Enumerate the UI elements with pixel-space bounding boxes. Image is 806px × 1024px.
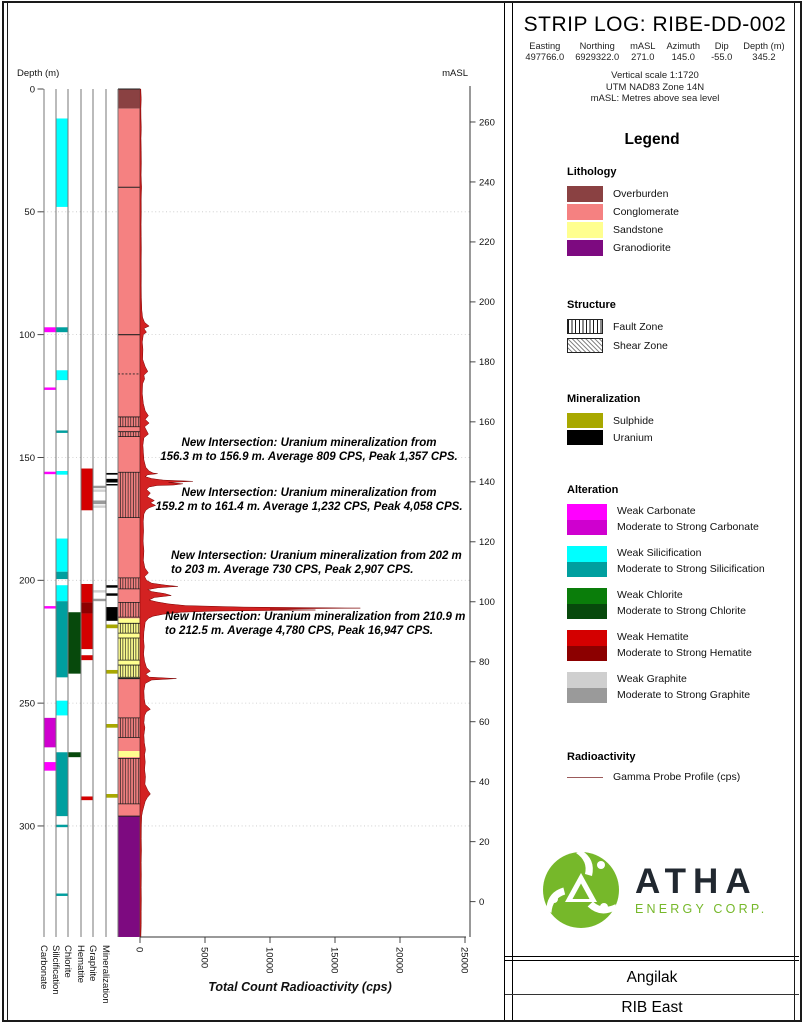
legend-item-label: Conglomerate	[613, 206, 679, 218]
svg-text:15000: 15000	[328, 947, 340, 974]
svg-text:Total Count Radioactivity (cps: Total Count Radioactivity (cps)	[208, 980, 392, 994]
legend-item	[567, 588, 793, 619]
svg-text:80: 80	[479, 657, 490, 669]
svg-text:300: 300	[19, 821, 35, 833]
note-datum: UTM NAD83 Zone 14N	[605, 81, 705, 93]
annotation-line: New Intersection: Uranium mineralization from 202 m	[171, 550, 462, 562]
svg-text:220: 220	[479, 237, 495, 249]
svg-text:0: 0	[29, 84, 35, 96]
vertical-lines-swatch	[567, 319, 603, 334]
legend-section-structure	[567, 299, 793, 357]
legend-item	[567, 630, 793, 661]
annotation-line: to 203 m. Average 730 CPS, Peak 2,907 CPS.	[171, 563, 414, 576]
annotation-line: New Intersection: Uranium mineralization from 210.9 m	[165, 611, 466, 623]
legend-item	[567, 186, 793, 202]
collar-field: Easting 497766.0	[525, 41, 565, 62]
svg-text:40: 40	[479, 776, 490, 788]
legend-item-label: Shear Zone	[613, 339, 668, 352]
legend-dual-swatch	[567, 504, 607, 535]
strong-swatch	[567, 646, 607, 662]
strong-swatch	[567, 520, 607, 536]
strong-swatch	[567, 562, 607, 578]
svg-text:200: 200	[19, 575, 35, 587]
strong-swatch	[567, 604, 607, 620]
collar-field: mASL 271.0	[630, 41, 656, 62]
legend-item-label: Weak Graphite Moderate to Strong Graphite	[617, 673, 751, 701]
legend-item-label: Gamma Probe Profile (cps)	[613, 771, 741, 783]
svg-text:Silicification: Silicification	[49, 945, 61, 995]
legend-item-label: Granodiorite	[613, 242, 671, 254]
legend-item	[567, 222, 793, 238]
logo-brand: ATHA	[635, 861, 758, 901]
intersection-annotation	[148, 487, 470, 514]
svg-text:20: 20	[479, 836, 490, 848]
legend-heading: Alteration	[567, 484, 619, 496]
legend-section-mineralization	[567, 393, 793, 447]
legend-swatch	[567, 413, 603, 428]
panel-divider	[512, 3, 513, 1020]
intersection-annotation	[171, 550, 483, 577]
legend-swatch	[567, 222, 603, 238]
svg-text:60: 60	[479, 717, 490, 729]
page-title: STRIP LOG: RIBE-DD-002	[523, 13, 787, 36]
legend-section-alteration	[567, 484, 793, 714]
svg-text:Mineralization: Mineralization	[99, 945, 111, 1004]
gamma-line-swatch	[567, 777, 603, 778]
weak-swatch	[567, 504, 607, 520]
legend-item	[567, 546, 793, 577]
annotation-line: to 212.5 m. Average 4,780 CPS, Peak 16,947 CPS.	[165, 624, 434, 637]
svg-text:50: 50	[24, 207, 35, 219]
logo-text	[635, 861, 768, 916]
svg-text:180: 180	[479, 357, 495, 369]
map-notes	[513, 70, 797, 105]
weak-swatch	[567, 630, 607, 646]
svg-text:20000: 20000	[393, 947, 405, 974]
legend-item-label: Uranium	[613, 431, 653, 444]
svg-text:Depth (m): Depth (m)	[17, 68, 60, 79]
legend-item	[567, 430, 793, 445]
legend-item	[567, 672, 793, 703]
annotation-line: New Intersection: Uranium mineralization from	[181, 437, 437, 449]
weak-swatch	[567, 588, 607, 604]
legend-heading: Lithology	[567, 166, 617, 178]
legend-heading: Structure	[567, 299, 616, 311]
weak-swatch	[567, 672, 607, 688]
svg-text:Hematite: Hematite	[74, 945, 86, 984]
annotation-line: 156.3 m to 156.9 m. Average 809 CPS, Peak 1,357 CPS.	[160, 450, 458, 463]
legend-swatch	[567, 240, 603, 256]
svg-text:150: 150	[19, 452, 35, 464]
legend-item	[567, 240, 793, 256]
legend-item-label: Fault Zone	[613, 320, 664, 333]
legend-item	[567, 771, 793, 783]
legend-item-label: Weak Hematite Moderate to Strong Hematite	[617, 631, 752, 659]
legend-item-label: Sandstone	[613, 224, 664, 236]
project-name: Angilak	[626, 969, 678, 986]
legend-item	[567, 319, 793, 334]
note-masl: mASL: Metres above sea level	[590, 93, 720, 104]
svg-text:0: 0	[133, 947, 145, 953]
collar-field: Depth (m) 345.2	[743, 41, 785, 62]
legend-section-lithology	[567, 166, 793, 258]
logo-subtitle: ENERGY CORP.	[635, 901, 768, 916]
svg-text:120: 120	[479, 537, 495, 549]
legend-item	[567, 413, 793, 428]
svg-text:100: 100	[19, 329, 35, 341]
legend-item	[567, 504, 793, 535]
legend-dual-swatch	[567, 546, 607, 577]
legend-swatch	[567, 430, 603, 445]
svg-text:Carbonate: Carbonate	[37, 945, 49, 990]
legend-item-label: Weak Chlorite Moderate to Strong Chlorite	[617, 589, 746, 617]
svg-text:Chlorite: Chlorite	[61, 945, 73, 978]
svg-text:25000: 25000	[458, 947, 470, 974]
legend-title: Legend	[624, 131, 680, 148]
svg-text:250: 250	[19, 698, 35, 710]
legend-item-label: Sulphide	[613, 414, 654, 427]
svg-text:200: 200	[479, 297, 495, 309]
atha-logo	[539, 848, 795, 932]
intersection-annotation	[165, 611, 479, 638]
svg-text:140: 140	[479, 477, 495, 489]
svg-text:0: 0	[479, 896, 485, 908]
svg-text:100: 100	[479, 597, 495, 609]
title-block	[513, 13, 797, 105]
area-name: RIB East	[621, 999, 683, 1016]
legend-item-label: Weak Carbonate Moderate to Strong Carbonate	[617, 505, 759, 533]
legend-dual-swatch	[567, 588, 607, 619]
legend-item	[567, 338, 793, 353]
legend-dual-swatch	[567, 672, 607, 703]
collar-field: Azimuth 145.0	[666, 41, 701, 62]
svg-text:5000: 5000	[198, 947, 210, 969]
legend-item-label: Weak Silicification Moderate to Strong Silicification	[617, 547, 765, 575]
legend-swatch	[567, 186, 603, 202]
legend-item-label: Overburden	[613, 188, 669, 200]
diagonal-lines-swatch	[567, 338, 603, 353]
note-scale: Vertical scale 1:1720	[611, 70, 699, 81]
svg-text:Graphite: Graphite	[86, 945, 98, 982]
legend-item	[567, 204, 793, 220]
strong-swatch	[567, 688, 607, 704]
intersection-annotation	[148, 437, 470, 464]
svg-text:260: 260	[479, 117, 495, 129]
collar-field: Dip -55.0	[711, 41, 733, 62]
annotation-line: 159.2 m to 161.4 m. Average 1,232 CPS, Peak 4,058 CPS.	[155, 500, 463, 513]
atha-logo-icon	[539, 848, 623, 932]
svg-text:240: 240	[479, 177, 495, 189]
legend-heading: Radioactivity	[567, 751, 636, 763]
legend-swatch	[567, 204, 603, 220]
legend-section-radioactivity	[567, 751, 793, 785]
legend-dual-swatch	[567, 630, 607, 661]
title-panel	[504, 3, 799, 1020]
weak-swatch	[567, 546, 607, 562]
legend-heading: Mineralization	[567, 393, 641, 405]
annotation-line: New Intersection: Uranium mineralization from	[181, 487, 437, 499]
svg-text:10000: 10000	[263, 947, 275, 974]
svg-text:mASL: mASL	[442, 68, 468, 79]
svg-text:160: 160	[479, 417, 495, 429]
collar-field: Northing 6929322.0	[575, 41, 620, 62]
collar-info	[513, 41, 797, 62]
